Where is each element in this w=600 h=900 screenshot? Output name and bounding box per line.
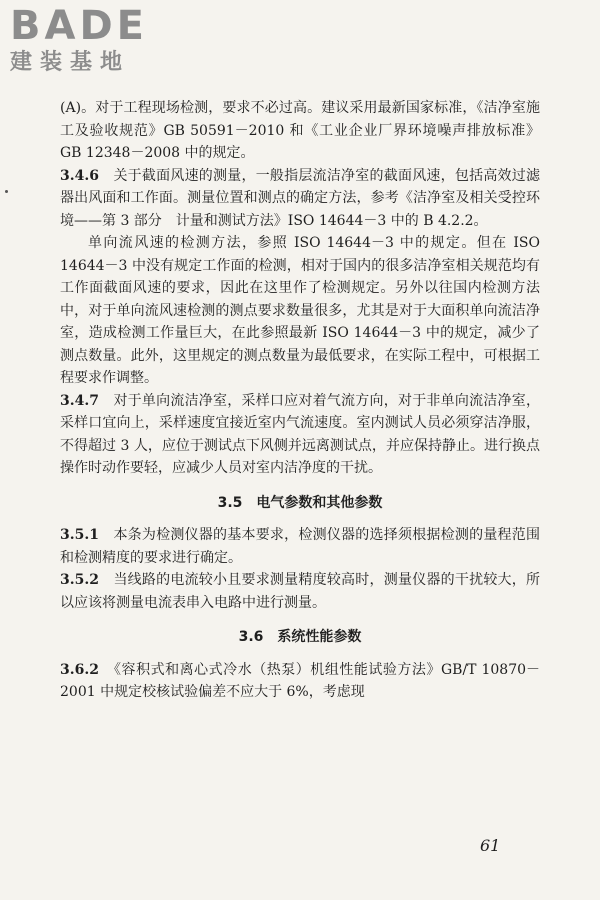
clause-number: 3.5.1 (60, 527, 99, 543)
clause-text: 《容积式和离心式冷水（热泵）机组性能试验方法》GB/T 10870－2001 中规定校核试验偏差不应大于 6%，考虑现 (60, 661, 541, 700)
clause-3-4-6-detail (60, 232, 540, 390)
clause-number: 3.4.7 (60, 392, 99, 409)
clause-number: 3.5.2 (60, 572, 99, 588)
clause-text: 对于单向流洁净室，采样口应对着气流方向，对于非单向流洁净室，采样口宜向上，采样速度宜接近室内气流速度。室内测试人员必须穿洁净服，不得超过 3 人，应位于测试点下风侧并远离测试点，并应保持静止。进行换点操作时动作要轻，应减少人员对室内洁净度的干扰。 (60, 392, 540, 476)
clause-3-4-7 (60, 390, 540, 480)
clause-text: 本条为检测仪器的基本要求，检测仪器的选择须根据检测的量程范围和检测精度的要求进行确定。 (60, 527, 540, 566)
section-title-3-6: 3.6 系统性能参数 (238, 629, 362, 645)
document-body (60, 97, 540, 704)
clause-3-5-1 (60, 524, 540, 569)
paragraph-text: (A)。对于工程现场检测，要求不必过高。建议采用最新国家标准，《洁净室施工及验收规范》GB 50591－2010 和《工业企业厂界环境噪声排放标准》GB 12348－2008 中的规定。 (60, 100, 540, 161)
clause-3-5-2 (60, 569, 540, 614)
scan-edge-mark (5, 190, 8, 193)
paragraph-text: 单向流风速的检测方法，参照 ISO 14644－3 中的规定。但在 ISO 14644－3 中没有规定工作面的检测，相对于国内的很多洁净室相关规范均有工作面截面风速的要求，因此在这里作了检测规定。另外以往国内检测方法中，对于单向流风速检测的测点要求数量很多，尤其是对于大面积单向流洁净室，造成检测工作量巨大，在此参照最新 ISO 14644－3 中的规定，减少了测点数量。此外，这里规定的测点数量为最低要求，在实际工程中，可根据工程要求作调整。 (60, 235, 540, 386)
clause-3-6-2 (60, 659, 540, 704)
section-title-3-5: 3.5 电气参数和其他参数 (217, 494, 383, 511)
clause-number: 3.6.2 (60, 661, 99, 678)
clause-text: 关于截面风速的测量，一般指层流洁净室的截面风速，包括高效过滤器出风面和工作面。测量位置和测点的确定方法，参考《洁净室及相关受控环境——第 3 部分 计量和测试方法》ISO 14644－3 中的 B 4.2.2。 (60, 167, 540, 229)
logo-main-text: BADE (10, 3, 148, 49)
clause-3-4-6 (60, 165, 540, 233)
bade-logo (10, 3, 180, 76)
paragraph-continuation (60, 97, 540, 165)
clause-number: 3.4.6 (60, 167, 99, 184)
logo-sub-text: 建装基地 (10, 50, 131, 75)
page-number: 61 (480, 836, 501, 855)
clause-text: 当线路的电流较小且要求测量精度较高时，测量仪器的干扰较大，所以应该将测量电流表串入电路中进行测量。 (60, 572, 540, 611)
